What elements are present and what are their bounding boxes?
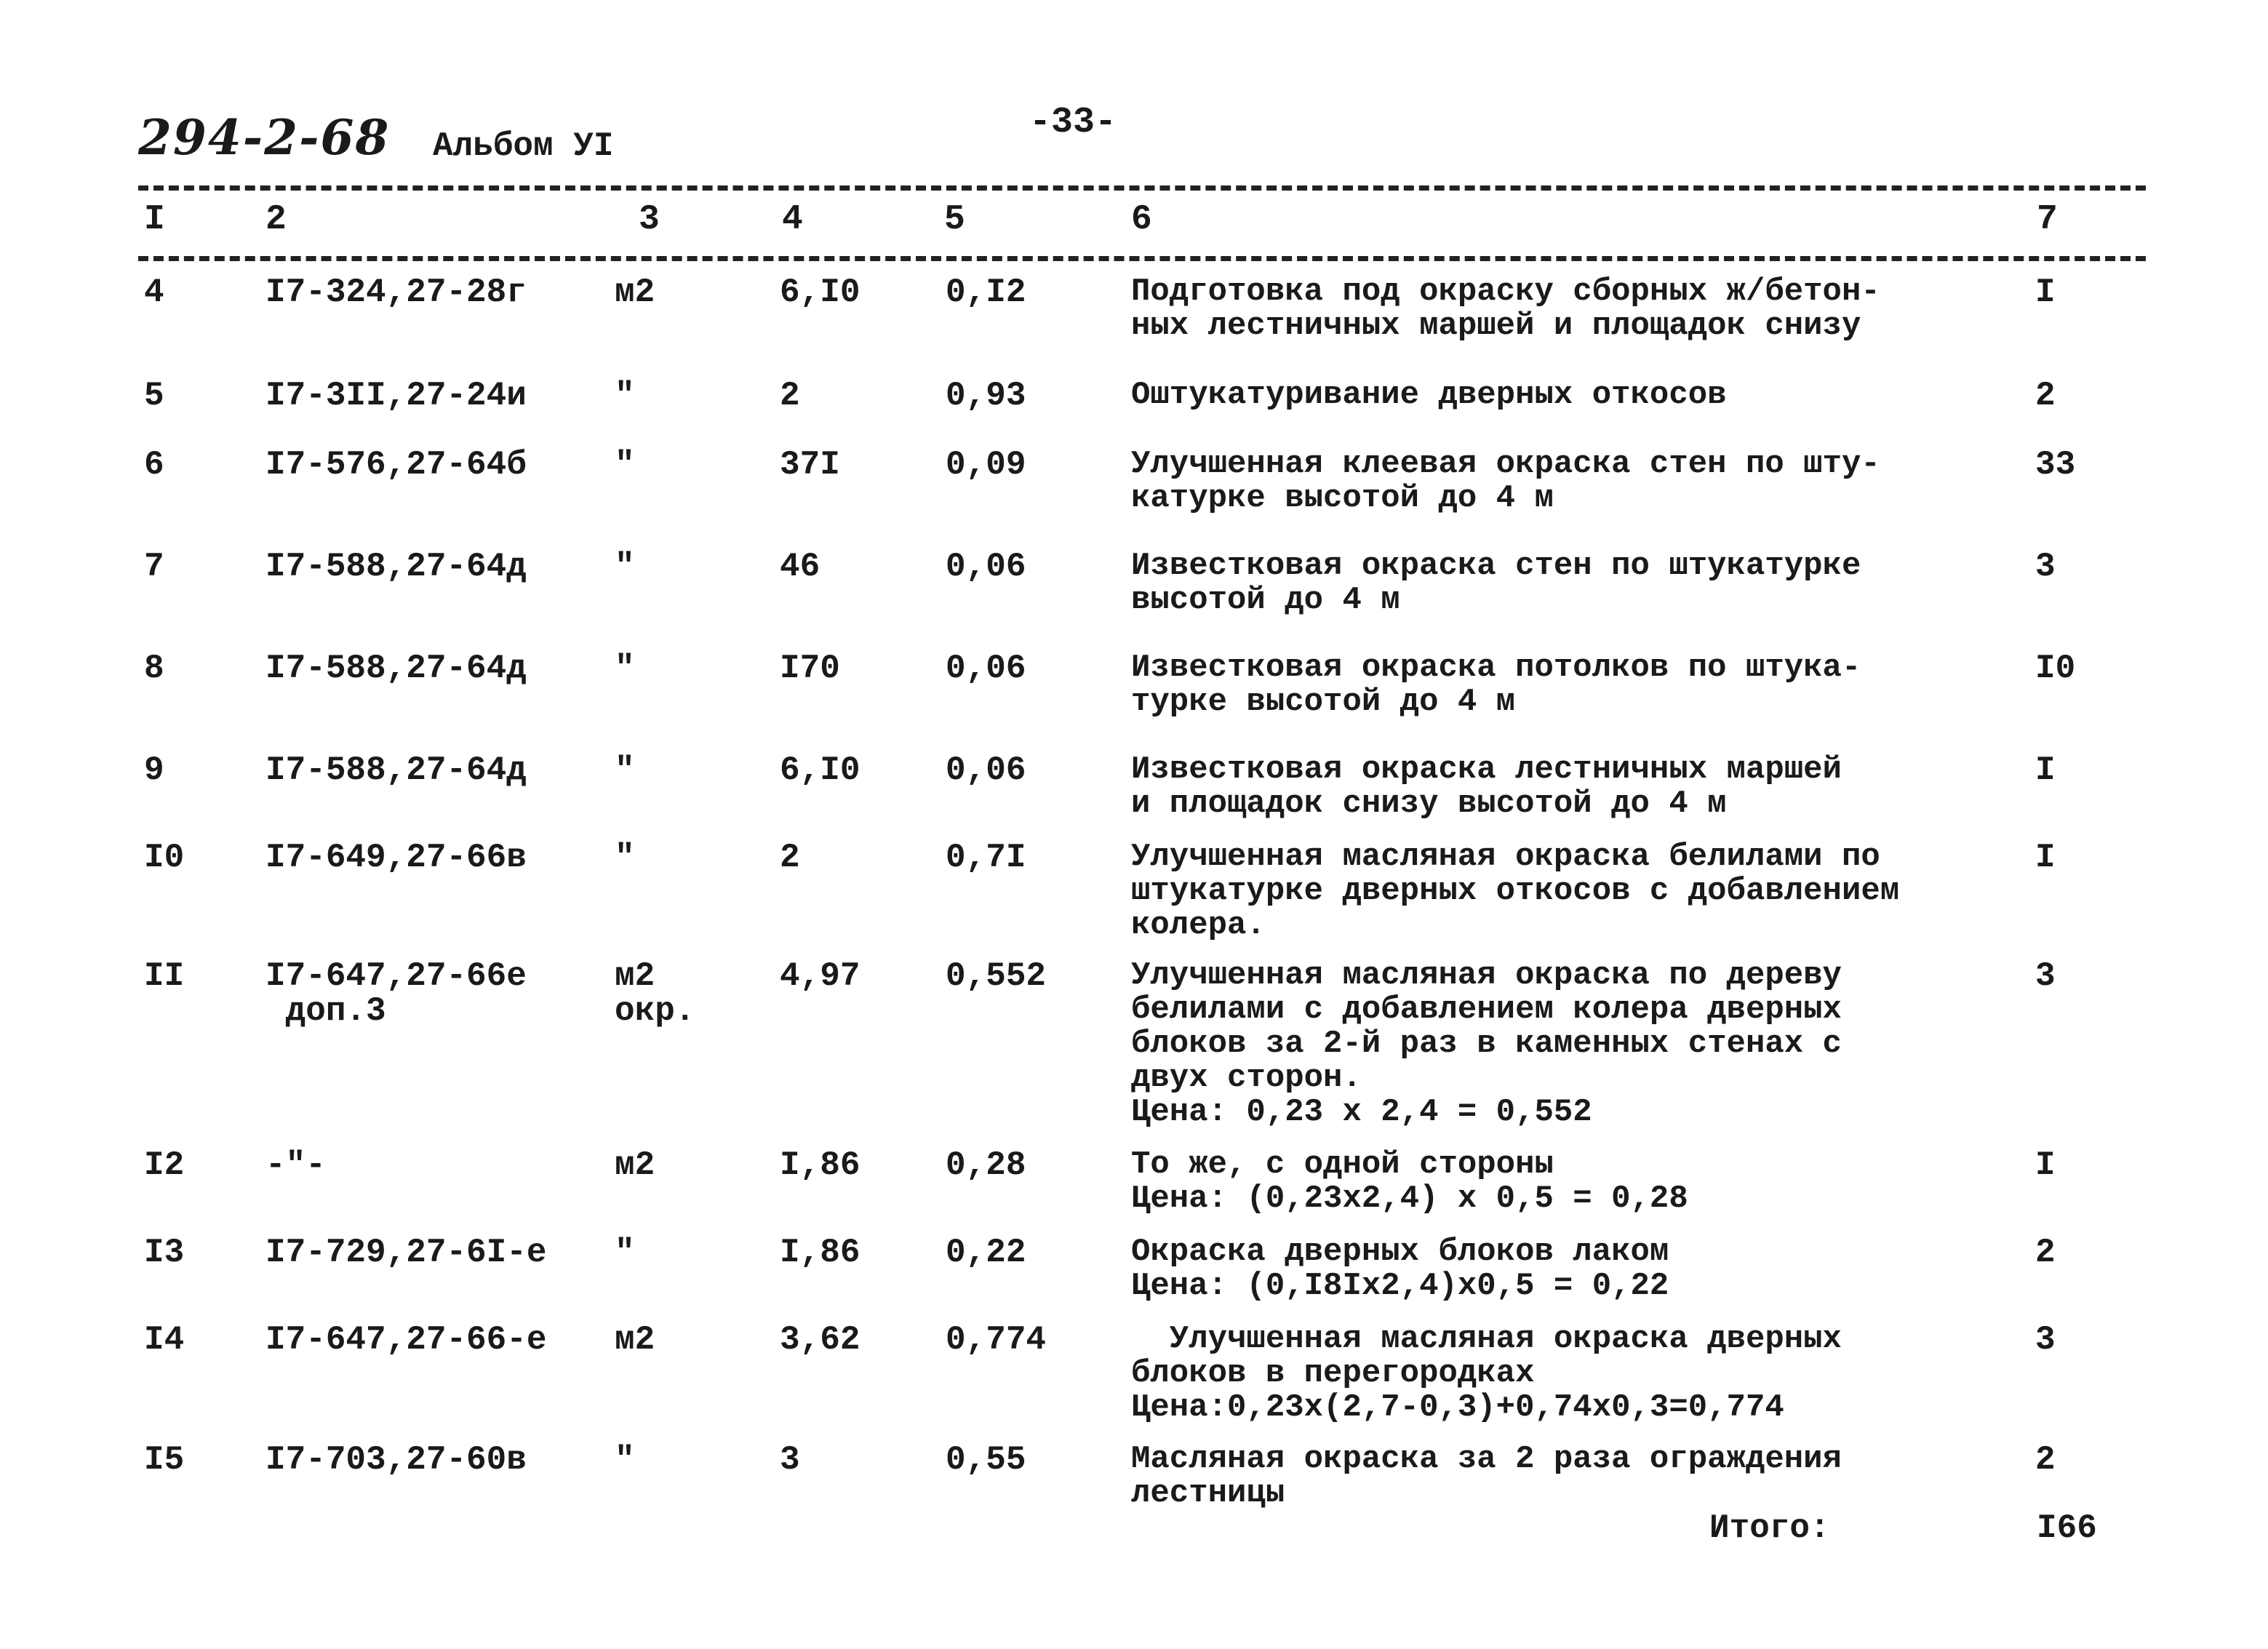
total-label: Итого: (1709, 1509, 1830, 1547)
row-price: 0,09 (946, 446, 1026, 484)
row-number: I5 (144, 1441, 185, 1479)
row-description: Улучшенная клеевая окраска стен по шту- катурке высотой до 4 м (1131, 446, 1880, 516)
row-unit: " (615, 548, 635, 586)
row-price: 0,28 (946, 1146, 1026, 1184)
page-number: -33- (1029, 102, 1117, 143)
row-code: I7-703,27-60в (265, 1441, 527, 1479)
row-unit: " (615, 446, 635, 484)
row-price: 0,I2 (946, 273, 1026, 311)
row-unit: м2 (615, 273, 655, 311)
row-number: 6 (144, 446, 164, 484)
row-unit: м2 (615, 1321, 655, 1359)
row-code: I7-647,27-66е доп.3 (265, 957, 527, 1030)
row-number: II (144, 957, 185, 995)
row-description: Улучшенная масляная окраска белилами по штукатурке дверных откосов с добавлением колера. (1131, 839, 1900, 943)
row-code: I7-324,27-28г (265, 273, 527, 311)
document-number: 294-2-68 (138, 109, 391, 166)
row-total: I (2035, 273, 2056, 311)
row-unit: " (615, 650, 635, 687)
row-description: Известковая окраска потолков по штука- турке высотой до 4 м (1131, 650, 1861, 720)
row-quantity: 46 (780, 548, 820, 586)
column-header-6: 6 (1131, 200, 1152, 239)
row-unit: " (615, 1234, 635, 1271)
row-quantity: 37I (780, 446, 840, 484)
column-header-5: 5 (944, 200, 965, 239)
row-price: 0,7I (946, 839, 1026, 877)
row-number: 7 (144, 548, 164, 586)
row-quantity: I,86 (780, 1234, 861, 1271)
row-price: 0,55 (946, 1441, 1026, 1479)
row-price: 0,06 (946, 548, 1026, 586)
row-quantity: 2 (780, 839, 800, 877)
row-number: I2 (144, 1146, 185, 1184)
row-total: 33 (2035, 446, 2076, 484)
row-price: 0,06 (946, 650, 1026, 687)
row-code: I7-649,27-66в (265, 839, 527, 877)
row-number: I0 (144, 839, 185, 877)
header-bottom-rule (138, 256, 2146, 261)
row-total: I0 (2035, 650, 2076, 687)
row-description: Масляная окраска за 2 раза ограждения лестницы (1131, 1441, 1842, 1512)
row-code: I7-647,27-66-е (265, 1321, 547, 1359)
row-description: Известковая окраска лестничных маршей и площадок снизу высотой до 4 м (1131, 751, 1842, 822)
column-header-3: 3 (639, 200, 660, 239)
row-total: 3 (2035, 548, 2056, 586)
row-price: 0,06 (946, 751, 1026, 789)
row-code: I7-729,27-6I-е (265, 1234, 547, 1271)
row-total: 3 (2035, 1321, 2056, 1359)
row-code: I7-576,27-64б (265, 446, 527, 484)
row-price: 0,774 (946, 1321, 1047, 1359)
row-total: 2 (2035, 1441, 2056, 1479)
row-total: 2 (2035, 1234, 2056, 1271)
column-header-2: 2 (265, 200, 287, 239)
row-price: 0,22 (946, 1234, 1026, 1271)
row-quantity: 3,62 (780, 1321, 861, 1359)
row-quantity: I70 (780, 650, 840, 687)
row-code: -"- (265, 1146, 326, 1184)
column-header-1: I (144, 200, 165, 239)
row-number: I3 (144, 1234, 185, 1271)
row-total: I (2035, 1146, 2056, 1184)
row-total: I (2035, 751, 2056, 789)
row-unit: " (615, 839, 635, 877)
total-value: I66 (2037, 1509, 2097, 1547)
row-description: Известковая окраска стен по штукатурке высотой до 4 м (1131, 548, 1861, 618)
row-unit: " (615, 751, 635, 789)
row-quantity: 6,I0 (780, 751, 861, 789)
table-top-rule (138, 185, 2146, 191)
row-price: 0,552 (946, 957, 1047, 995)
row-number: 5 (144, 377, 164, 415)
row-quantity: 4,97 (780, 957, 861, 995)
row-quantity: 6,I0 (780, 273, 861, 311)
row-total: 2 (2035, 377, 2056, 415)
row-description: Подготовка под окраску сборных ж/бетон- ных лестничных маршей и площадок снизу (1131, 273, 1880, 344)
album-label: Альбом УI (433, 127, 614, 165)
row-number: I4 (144, 1321, 185, 1359)
row-price: 0,93 (946, 377, 1026, 415)
row-description: Улучшенная масляная окраска по дереву белилами с добавлением колера дверных блоков за 2-й раз в каменных стенах с двух сторон. Цена: 0,23 х 2,4 = 0,552 (1131, 957, 1842, 1130)
row-quantity: 3 (780, 1441, 800, 1479)
row-number: 8 (144, 650, 164, 687)
row-quantity: I,86 (780, 1146, 861, 1184)
row-unit: м2 (615, 1146, 655, 1184)
row-code: I7-3II,27-24и (265, 377, 527, 415)
column-header-4: 4 (782, 200, 803, 239)
row-description: Окраска дверных блоков лаком Цена: (0,I8Iх2,4)х0,5 = 0,22 (1131, 1234, 1669, 1304)
row-code: I7-588,27-64д (265, 650, 527, 687)
row-description: Улучшенная масляная окраска дверных блоков в перегородках Цена:0,23х(2,7-0,3)+0,74х0,3=0,774 (1131, 1321, 1842, 1426)
row-quantity: 2 (780, 377, 800, 415)
row-unit: " (615, 1441, 635, 1479)
column-header-7: 7 (2037, 200, 2058, 239)
row-total: I (2035, 839, 2056, 877)
row-code: I7-588,27-64д (265, 751, 527, 789)
row-description: Оштукатуривание дверных откосов (1131, 377, 1727, 413)
row-unit: " (615, 377, 635, 415)
row-number: 4 (144, 273, 164, 311)
row-unit: м2 окр. (615, 957, 695, 1030)
row-total: 3 (2035, 957, 2056, 995)
row-number: 9 (144, 751, 164, 789)
row-code: I7-588,27-64д (265, 548, 527, 586)
row-description: То же, с одной стороны Цена: (0,23х2,4) х 0,5 = 0,28 (1131, 1146, 1688, 1217)
